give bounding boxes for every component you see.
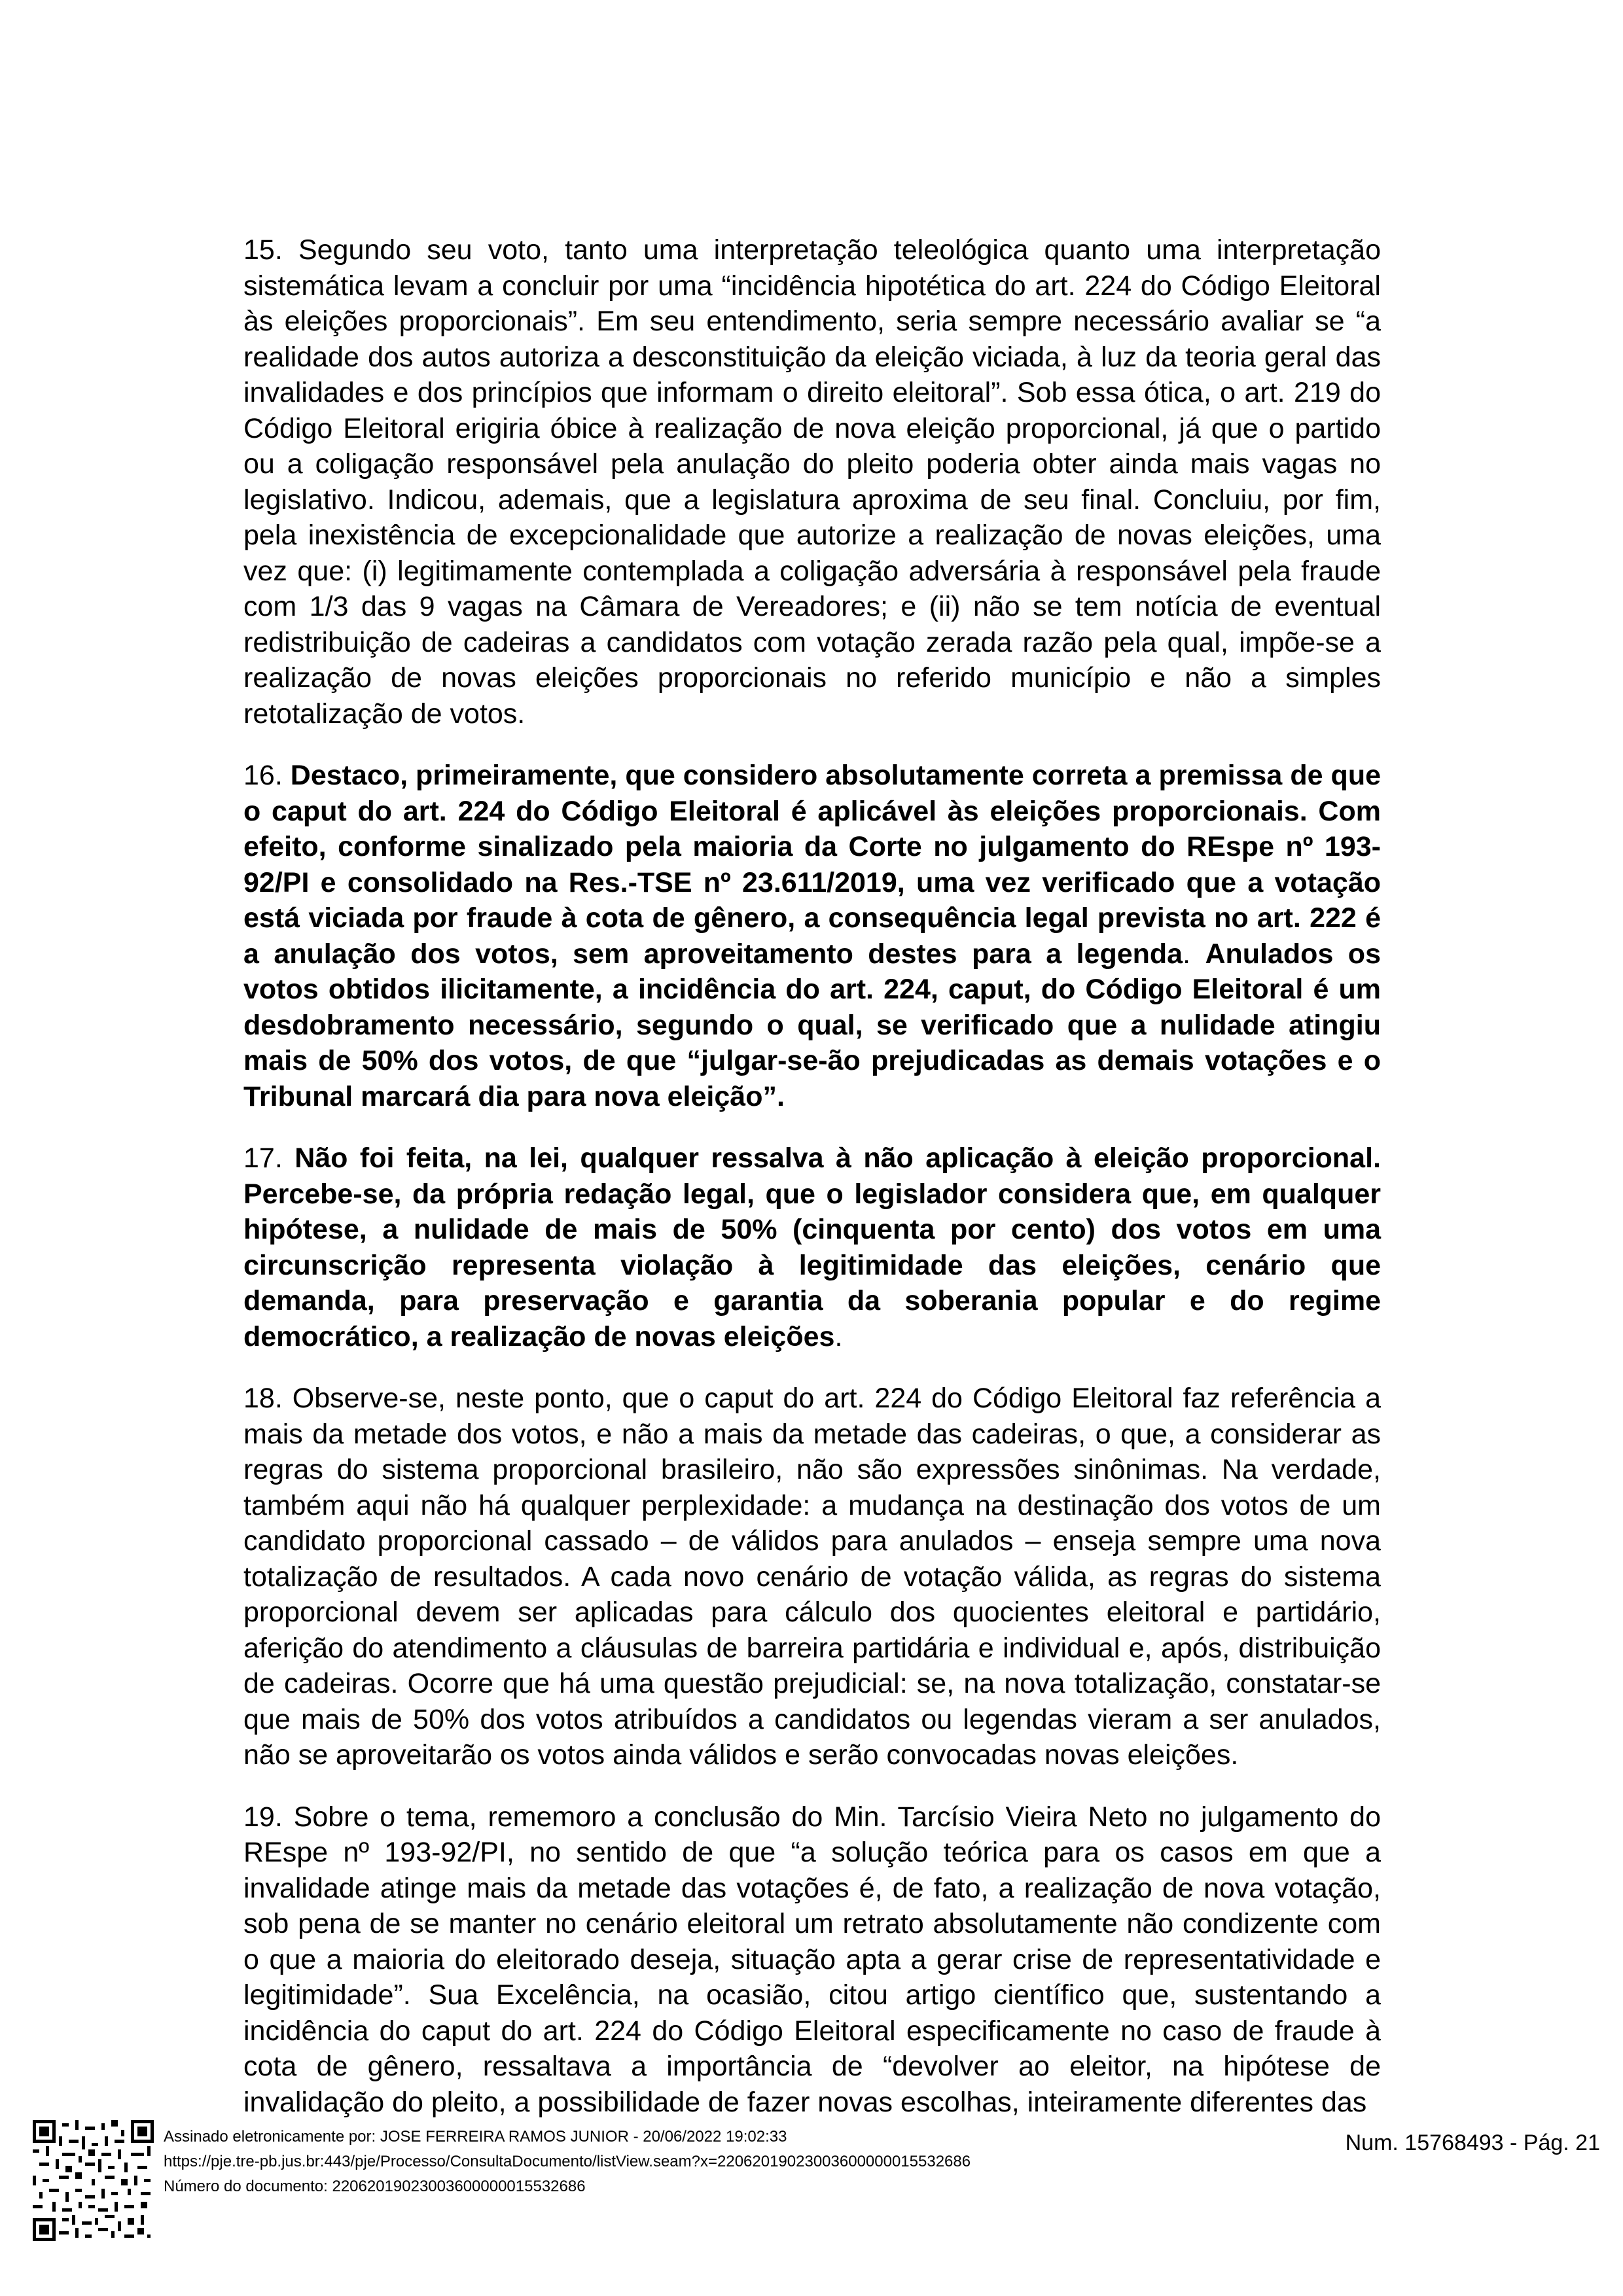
document-number: Número do documento: 22062019023003600000015532686 xyxy=(164,2178,586,2195)
document-url: https://pje.tre-pb.jus.br:443/pje/Processo/ConsultaDocumento/listView.seam?x=22062019023003600000015532686 xyxy=(164,2153,971,2170)
paragraph-16 xyxy=(243,758,1381,1114)
paragraph-number: 18. xyxy=(243,1383,283,1414)
paragraph-number: 15. xyxy=(243,234,283,266)
paragraph-text: Observe-se, neste ponto, que o caput do art. 224 do Código Eleitoral faz referência a mais da metade dos votos, e não a mais da metade das cadeiras, o que, a considerar as regras do sistema proporcional brasileiro, não são expressões sinônimas. Na verdade, também aqui não há qualquer perplexidade: a mudança na destinação dos votos de um candidato proporcional cassado – de válidos para anulados – enseja sempre uma nova totalização de resultados. A cada novo cenário de votação válida, as regras do sistema proporcional devem ser aplicadas para cálculo dos quocientes eleitoral e partidário, aferição do atendimento a cláusulas de barreira partidária e individual e, após, distribuição de cadeiras. Ocorre que há uma questão prejudicial: se, na nova totalização, constatar-se que mais de 50% dos votos atribuídos a candidatos ou legendas vieram a ser anulados, não se aproveitarão os votos ainda válidos e serão convocadas novas eleições. xyxy=(243,1383,1382,1771)
paragraph-text: Sobre o tema, rememoro a conclusão do Min. Tarcísio Vieira Neto no julgamento do REspe nº 193-92/PI, no sentido de que “a solução teórica para os casos em que a invalidade atinge mais da metade das votações é, de fato, a realização de nova votação, sob pena de se manter no cenário eleitoral um retrato absolutamente não condizente com o que a maioria do eleitorado deseja, situação apta a gerar crise de representatividade e legitimidade”. Sua Excelência, na ocasião, citou artigo científico que, sustentando a incidência do caput do art. 224 do Código Eleitoral especificamente no caso de fraude à cota de gênero, ressaltava a importância de “devolver ao eleitor, na hipótese de invalidação do pleito, a possibilidade de fazer novas escolhas, inteiramente diferentes das xyxy=(243,1801,1381,2118)
paragraph-text: . xyxy=(1183,938,1205,970)
paragraph-18 xyxy=(243,1381,1381,1773)
signature-footer xyxy=(164,2125,1276,2199)
paragraph-bold-text: Destaco, primeiramente, que considero absolutamente correta a premissa de que o caput do art. 224 do Código Eleitoral é aplicável às eleições proporcionais. Com efeito, conforme sinalizado pela maioria da Corte no julgamento do REspe nº 193-92/PI e consolidado na Res.-TSE nº 23.611/2019, uma vez verificado que a votação está viciada por fraude à cota de gênero, a consequência legal prevista no art. 222 é a anulação dos votos, sem aproveitamento destes para a legenda xyxy=(243,760,1381,970)
paragraph-number: 19. xyxy=(243,1801,283,1833)
paragraph-bold-text: Não foi feita, na lei, qualquer ressalva à não aplicação à eleição proporcional. Percebe-se, da própria redação legal, que o legislador considera que, em qualquer hipótese, a nulidade de mais de 50% (cinquenta por cento) dos votos em uma circunscrição representa violação à legitimidade das eleições, cenário que demanda, para preservação e garantia da soberania popular e do regime democrático, a realização de novas eleições xyxy=(243,1142,1381,1352)
paragraph-15 xyxy=(243,232,1381,732)
paragraph-17 xyxy=(243,1140,1381,1354)
paragraph-number: 16. xyxy=(243,760,283,791)
paragraph-text: . xyxy=(834,1320,843,1352)
page-number: Num. 15768493 - Pág. 21 xyxy=(1345,2130,1600,2155)
paragraph-number: 17. xyxy=(243,1142,283,1174)
paragraph-19 xyxy=(243,1799,1381,2121)
paragraph-bold-text-2: Anulados os votos obtidos ilicitamente, a incidência do art. 224, caput, do Código Eleitoral é um desdobramento necessário, segundo o qual, se verificado que a nulidade atingiu mais de 50% dos votos, de que “julgar-se-ão prejudicadas as demais votações e o Tribunal marcará dia para nova eleição”. xyxy=(243,938,1381,1112)
qr-code xyxy=(33,2120,154,2241)
document-body xyxy=(243,232,1381,2146)
signature-line: Assinado eletronicamente por: JOSE FERREIRA RAMOS JUNIOR - 20/06/2022 19:02:33 xyxy=(164,2128,787,2146)
paragraph-text: Segundo seu voto, tanto uma interpretação teleológica quanto uma interpretação sistemática levam a concluir por uma “incidência hipotética do art. 224 do Código Eleitoral às eleições proporcionais”. Em seu entendimento, seria sempre necessário avaliar se “a realidade dos autos autoriza a desconstituição da eleição viciada, à luz da teoria geral das invalidades e dos princípios que informam o direito eleitoral”. Sob essa ótica, o art. 219 do Código Eleitoral erigiria óbice à realização de nova eleição proporcional, já que o partido ou a coligação responsável pela anulação do pleito poderia obter ainda mais vagas no legislativo. Indicou, ademais, que a legislatura aproxima de seu final. Concluiu, por fim, pela inexistência de excepcionalidade que autorize a realização de novas eleições, uma vez que: (i) legitimamente contemplada a coligação adversária à responsável pela fraude com 1/3 das 9 vagas na Câmara de Vereadores; e (ii) não se tem notícia de eventual redistribuição de cadeiras a candidatos com votação zerada razão pela qual, impõe-se a realização de novas eleições proporcionais no referido município e não a simples retotalização de votos. xyxy=(243,234,1382,730)
